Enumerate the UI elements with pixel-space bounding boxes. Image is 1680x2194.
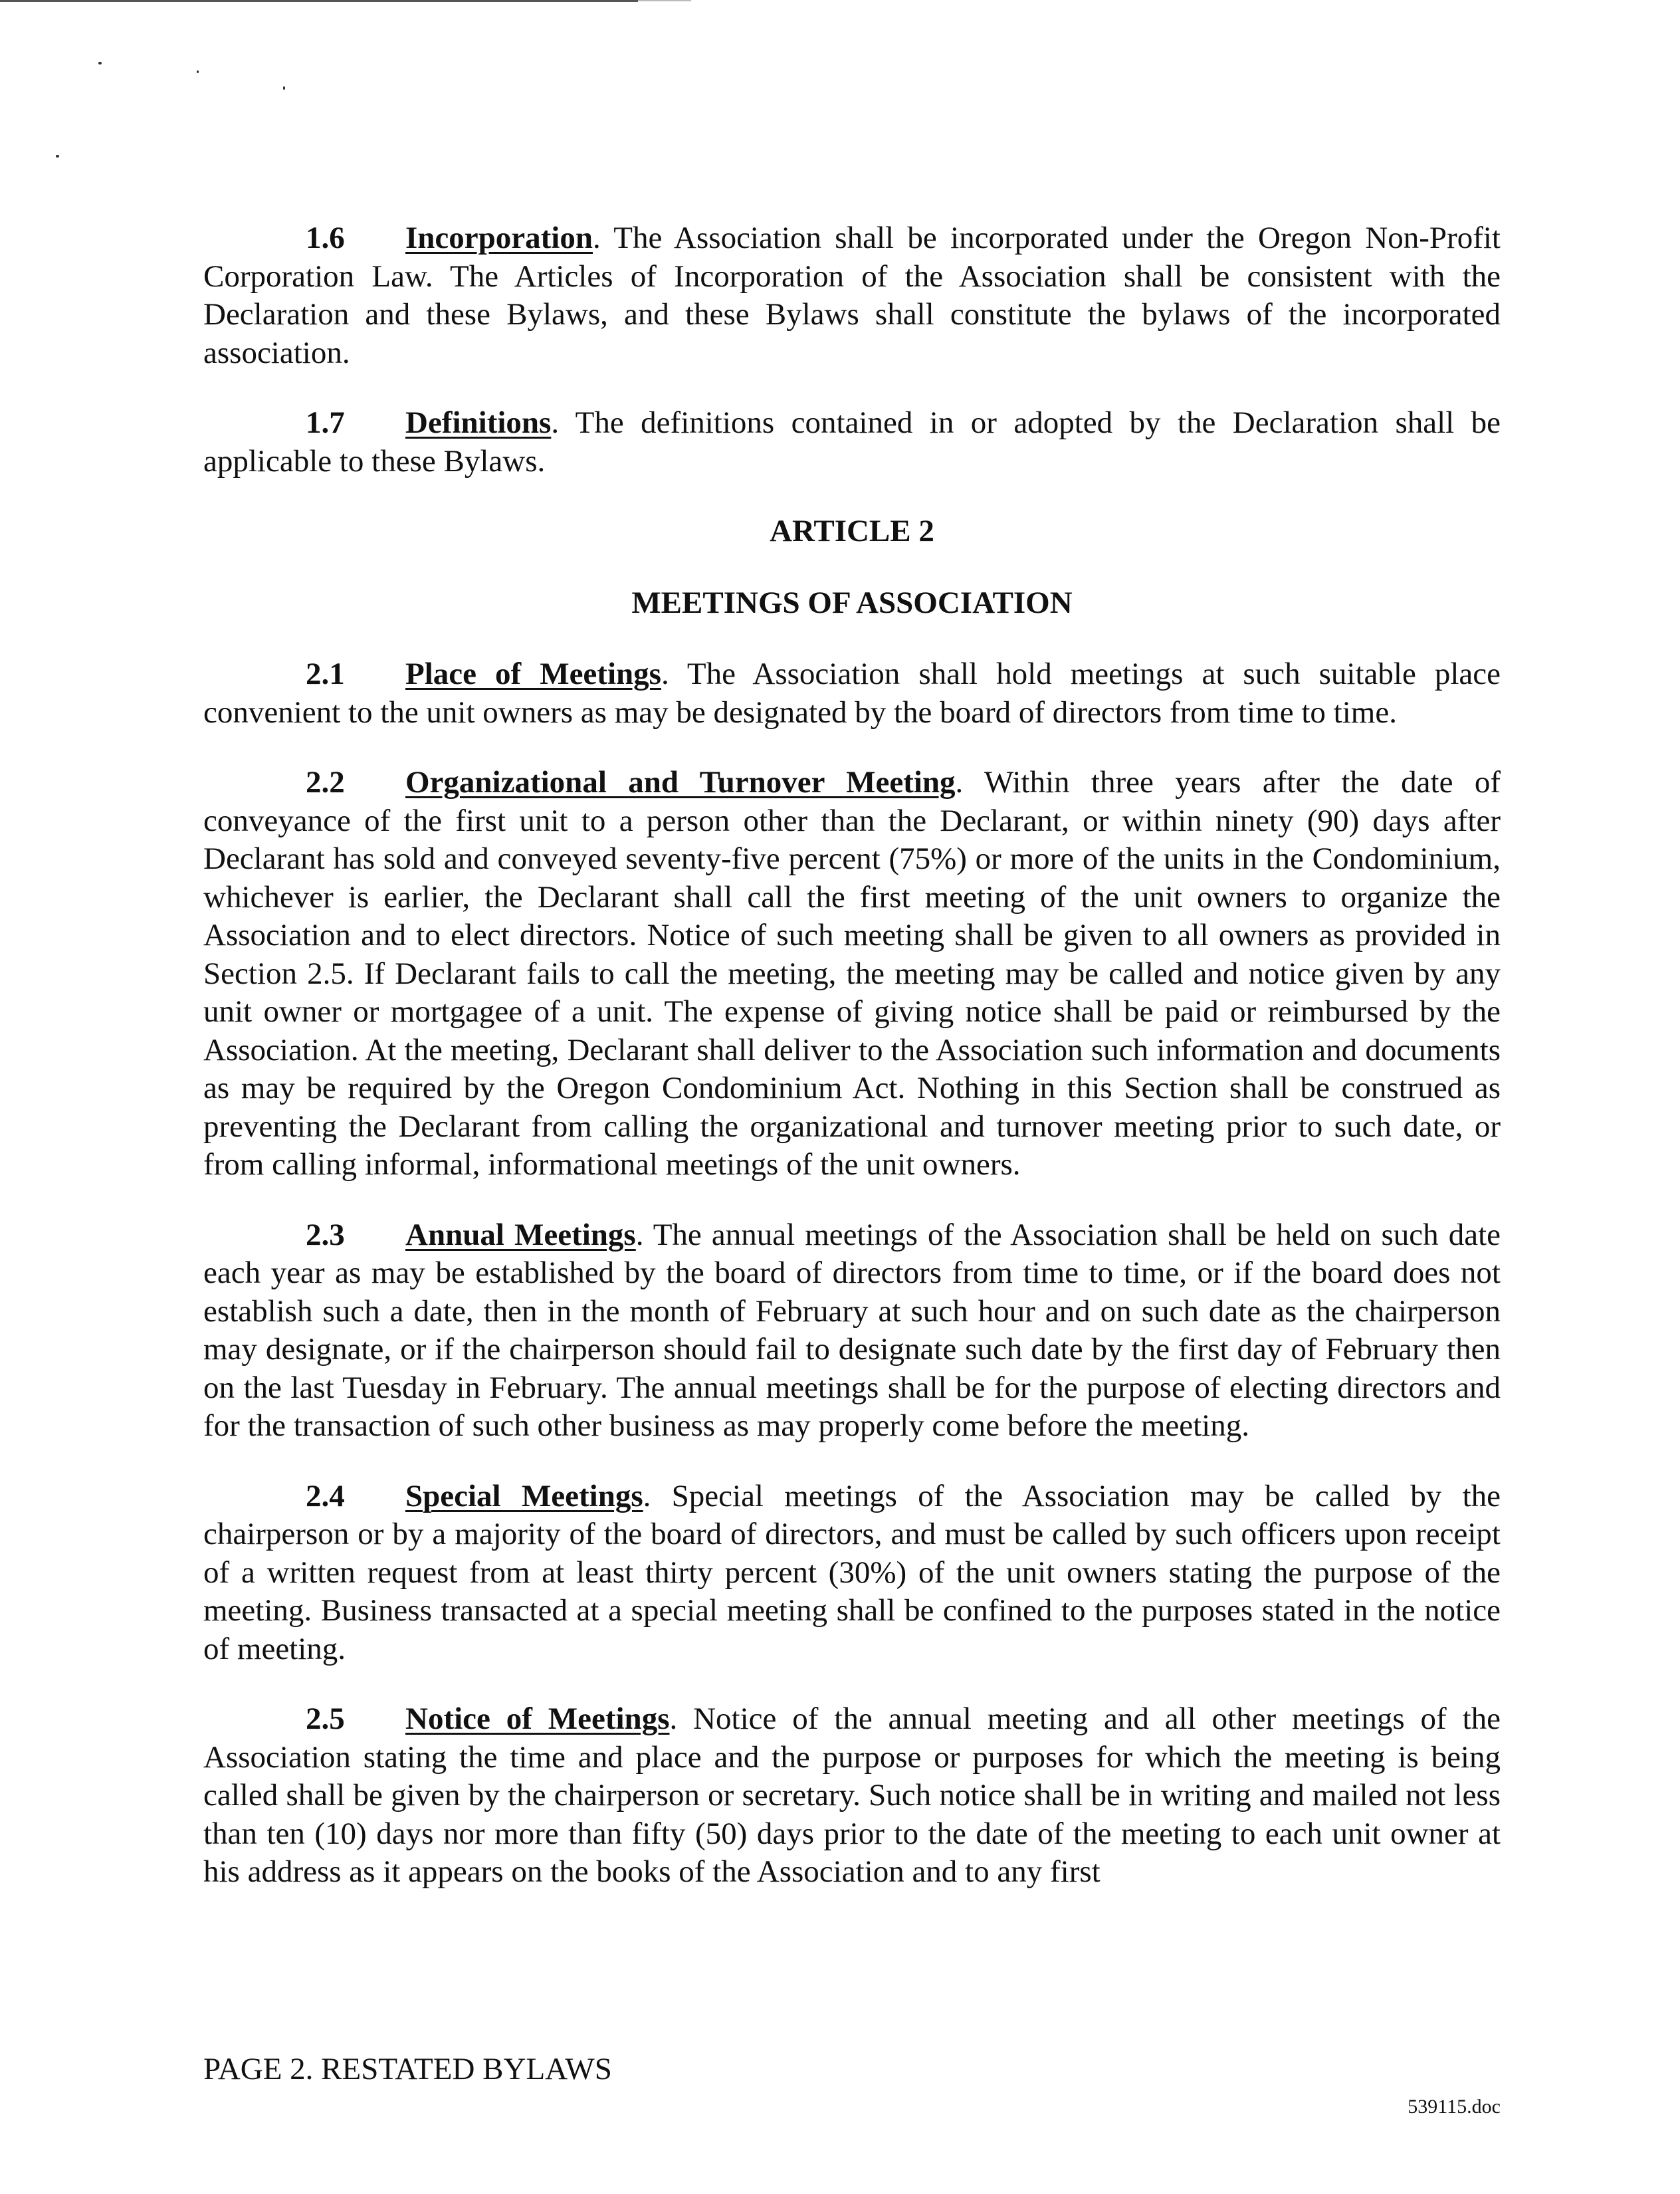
scan-speck — [197, 70, 199, 73]
scan-speck — [56, 155, 59, 158]
section-body: . The Association shall be incorporated under the Oregon Non-Profit Corporation Law. The Articles of Incorporation of the Association shall be consistent with the Declaration and these Bylaws, and these Bylaws shall constitute the bylaws of the incorporated association. — [203, 221, 1501, 370]
section-heading: Incorporation — [405, 221, 593, 255]
article-title: MEETINGS OF ASSOCIATION — [631, 585, 1073, 620]
section-number: 2.4 — [306, 1478, 345, 1513]
scan-speck — [283, 86, 285, 90]
section-heading: Place of Meetings — [405, 657, 661, 691]
scan-edge-line — [0, 0, 638, 2]
section-number: 2.1 — [306, 657, 345, 691]
section-body: . The Association shall hold meetings at such suitable place convenient to the unit owners as may be designated by the board of directors from time to time. — [203, 657, 1501, 730]
section-heading: Organizational and Turnover Meeting — [405, 765, 956, 800]
section-heading: Definitions — [405, 405, 552, 440]
section-heading: Annual Meetings — [405, 1217, 636, 1252]
scan-speck — [98, 62, 102, 64]
section-body: . Notice of the annual meeting and all other meetings of the Association stating the time and place and the purpose or purposes for which the meeting is being called shall be given by the chairperson or secretary. Such notice shall be in writing and mailed not less than ten (10) days nor more than fifty (50) days prior to the date of the meeting to each unit owner at his address as it appears on the books of the Association and to any first — [203, 1701, 1501, 1889]
article-label: ARTICLE 2 — [770, 514, 934, 548]
section-2-5 — [203, 1700, 1501, 1892]
section-body: . Within three years after the date of conveyance of the first unit to a person other than the Declarant, or within ninety (90) days after Declarant has sold and conveyed seventy-five percent (75%) or more of the units in the Condominium, whichever is earlier, the Declarant shall call the first meeting of the unit owners to organize the Association and to elect directors. Notice of such meeting shall be given to all owners as provided in Section 2.5. If Declarant fails to call the meeting, the meeting may be called and notice given by any unit owner or mortgagee of a unit. The expense of giving notice shall be paid or reimbursed by the Association. At the meeting, Declarant shall deliver to the Association such information and documents as may be required by the Oregon Condominium Act. Nothing in this Section shall be construed as preventing the Declarant from calling the organizational and turnover meeting prior to such date, or from calling informal, informational meetings of the unit owners. — [203, 765, 1501, 1182]
footer-doc-id: 539115.doc — [1408, 2096, 1501, 2118]
footer-page-label: PAGE 2. RESTATED BYLAWS — [203, 2052, 612, 2086]
section-2-4 — [203, 1478, 1501, 1669]
section-1-6 — [203, 219, 1501, 372]
section-2-3 — [203, 1216, 1501, 1446]
section-body: . Special meetings of the Association may be called by the chairperson or by a majority of the board of directors, and must be called by such officers upon receipt of a written request from at least thirty percent (30%) of the unit owners stating the purpose of the meeting. Business transacted at a special meeting shall be confined to the purposes stated in the notice of meeting. — [203, 1478, 1501, 1666]
section-2-1 — [203, 655, 1501, 732]
section-1-7 — [203, 404, 1501, 481]
section-heading: Notice of Meetings — [405, 1701, 670, 1736]
document-page — [203, 219, 1501, 1923]
section-body: . The annual meetings of the Association shall be held on such date each year as may be established by the board of directors from time to time, or if the board does not establish such a date, then in the month of February at such hour and on such date as the chairperson may designate, or if the chairperson should fail to designate such date by the first day of February then on the last Tuesday in February. The annual meetings shall be for the purpose of electing directors and for the transaction of such other business as may properly come before the meeting. — [203, 1217, 1501, 1443]
section-number: 2.2 — [306, 765, 345, 800]
section-heading: Special Meetings — [405, 1478, 643, 1513]
section-number: 2.5 — [306, 1701, 345, 1736]
section-body: . The definitions contained in or adopted by the Declaration shall be applicable to these Bylaws. — [203, 405, 1501, 479]
section-number: 1.7 — [306, 405, 345, 440]
scan-edge-line-faint — [638, 0, 691, 1]
section-number: 1.6 — [306, 221, 345, 255]
section-number: 2.3 — [306, 1217, 345, 1252]
section-2-2 — [203, 764, 1501, 1184]
